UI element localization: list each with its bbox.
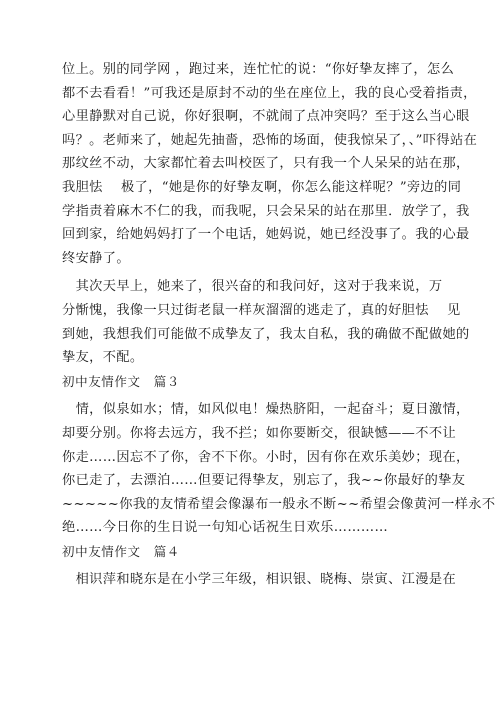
section-heading-3: 初中友情作文 篇３: [62, 373, 180, 389]
paragraph-line: 我胆怯 极了，“她是你的好挚友啊，你怎么能这样呢？”旁边的同: [62, 179, 462, 195]
paragraph-line: 绝……今日你的生日说一句知心话祝生日欢乐…………: [62, 520, 389, 536]
paragraph-line: 到她，我想我们可能做不成挚友了，我太自私，我的确做不配做她的: [62, 326, 470, 342]
paragraph-line: 那纹丝不动，大家都忙着去叫校医了，只有我一个人呆呆的站在那，: [62, 156, 470, 172]
paragraph-1: [62, 58, 478, 270]
paragraph-line: ~~~~~你我的友情希望会像瀑布一般永不断~~希望会像黄河一样永不: [62, 496, 496, 512]
paragraph-line: 回到家，给她妈妈打了一个电话，她妈说，她已经没事了。我的心最: [62, 227, 470, 243]
section-heading-4: 初中友情作文 篇４: [62, 543, 180, 559]
paragraph-line: 情，似泉如水；情，如风似电！燥热脐阳，一起奋斗；夏日激情，: [62, 402, 470, 418]
paragraph-line: 其次天早上，她来了，很兴奋的和我问好，这对于我来说，万: [62, 279, 443, 295]
paragraph-line: 你已走了，去漂泊……但要记得挚友，别忘了，我~~你最好的挚友: [62, 473, 466, 489]
paragraph-line: 吗？。老师来了，她起先抽嗇，恐怖的场面，使我惊呆了，、”吓得站在: [62, 132, 478, 148]
paragraph-2: [62, 275, 470, 369]
paragraph-line: 学指责着麻木不仁的我，而我呢，只会呆呆的站在那里．放学了，我: [62, 203, 470, 219]
paragraph-line: 相识萍和晓东是在小学三年级，相识银、晓梅、崇寅、江漫是在: [62, 572, 457, 588]
paragraph-line: 却要分别。你将去远方，我不拦；如你要断交，很缺憾——不不让: [62, 425, 457, 441]
paragraph-line: 你走……因忘不了你，舍不下你。小时，因有你在欢乐美妙；现在，: [62, 449, 470, 465]
paragraph-line: 终安静了。: [62, 250, 130, 266]
paragraph-line: 位上。别的同学网 ，跑过来，连忙忙的说：“你好挚友摔了，怎么: [62, 62, 455, 77]
paragraph-line: 挚友，不配。: [62, 350, 144, 366]
paragraph-3: [62, 398, 496, 540]
document-page: [62, 58, 496, 592]
paragraph-4: [62, 568, 457, 592]
paragraph-line: 分惭愧，我像一只过街老鼠一样灰溜溜的逃走了，真的好胆怯 见: [62, 302, 461, 318]
paragraph-line: 都不去看看！”可我还是原封不动的坐在座位上，我的良心受着指责，: [62, 85, 477, 101]
paragraph-line: 心里静默对自己说，你好狠啊，不就闹了点冲突吗？至于这么当心眼: [62, 109, 470, 125]
